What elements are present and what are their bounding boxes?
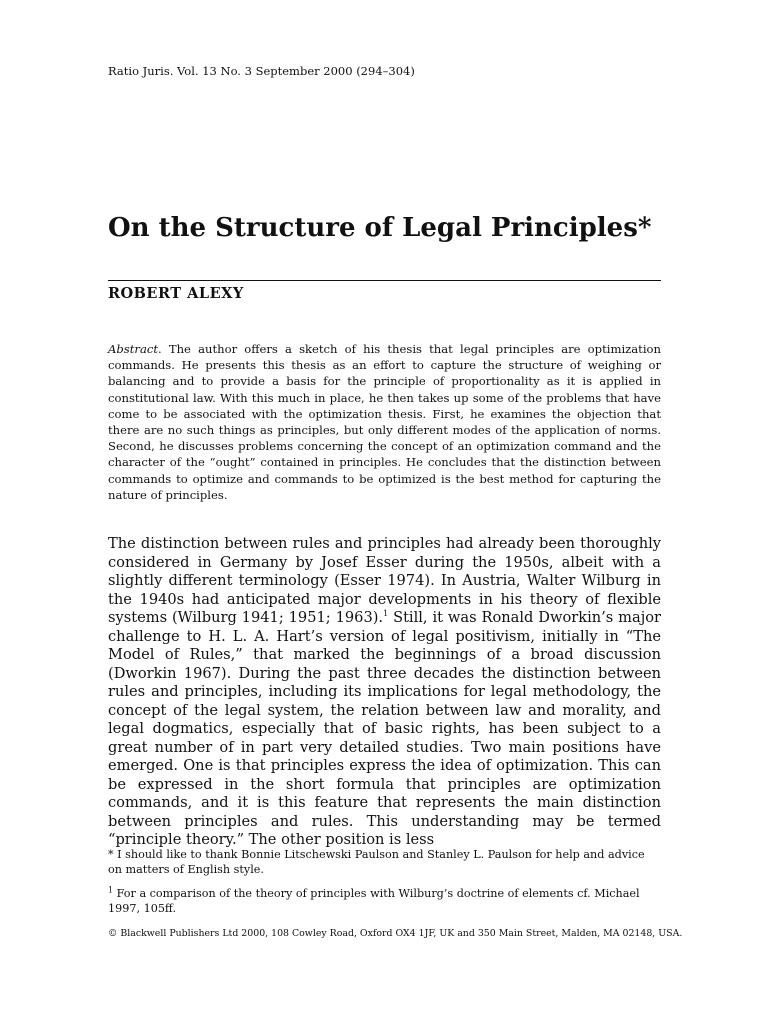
abstract-label: Abstract <box>108 342 159 356</box>
author-name: ROBERT ALEXY <box>108 285 244 302</box>
abstract <box>108 341 661 503</box>
journal-citation: Ratio Juris. Vol. 13 No. 3 September 2000 (294–304) <box>108 64 415 78</box>
body-text-part2: Still, it was Ronald Dworkin’s major challenge to H. L. A. Hart’s version of legal positivism, initially in “The Model of Rules,” that marked the beginnings of a broad discussion (Dworkin 1967). During the past three decades the distinction between rules and principles, including its implications for legal methodology, the concept of the legal system, the relation between law and morality, and legal dogmatics, especially that of basic rights, has been subject to a great number of in part very detailed studies. Two main positions have emerged. One is that principles express the idea of optimization. This can be expressed in the short formula that principles are optimization commands, and it is this feature that represents the main distinction between principles and rules. This understanding may be termed “principle theory.” The other position is less <box>108 609 661 848</box>
footnote-acknowledgement <box>108 847 661 877</box>
abstract-text: . The author offers a sketch of his thesis that legal principles are optimization commands. He presents this thesis as an effort to capture the structure of weighing or balancing and to provide a basis for the principle of proportionality as it is applied in constitutional law. With this much in place, he then takes up some of the problems that have come to be associated with the optimization thesis. First, he examines the objection that there are no such things as principles, but only different modes of the application of norms. Second, he discusses problems concerning the concept of an optimization command and the character of the “ought” contained in principles. He concludes that the distinction between commands to optimize and commands to be optimized is the best method for capturing the nature of principles. <box>108 342 661 502</box>
footnote-text: I should like to thank Bonnie Litschewski Paulson and Stanley L. Paulson for help and advice on matters of English style. <box>108 848 645 876</box>
body-text-part1: The distinction between rules and principles had already been thoroughly considered in Germany by Josef Esser during the 1950s, albeit with a slightly different terminology (Esser 1974). In Austria, Walter Wilburg in the 1940s had anticipated major developments in his theory of flexible systems (Wilburg 1941; 1951; 1963). <box>108 535 661 626</box>
footnote-ref-1[interactable]: 1 <box>383 609 389 619</box>
footnote-text: For a comparison of the theory of principles with Wilburg’s doctrine of elements cf. Michael 1997, 105ff. <box>108 887 640 915</box>
article-title: On the Structure of Legal Principles* <box>108 213 652 243</box>
footnote-1 <box>108 886 661 916</box>
copyright-line: © Blackwell Publishers Ltd 2000, 108 Cowley Road, Oxford OX4 1JF, UK and 350 Main Street, Malden, MA 02148, USA. <box>108 928 683 939</box>
footnotes <box>108 847 661 925</box>
title-rule <box>108 280 661 281</box>
footnote-marker: * <box>108 848 118 861</box>
body-paragraph <box>108 535 661 850</box>
footnote-marker: 1 <box>108 885 114 895</box>
